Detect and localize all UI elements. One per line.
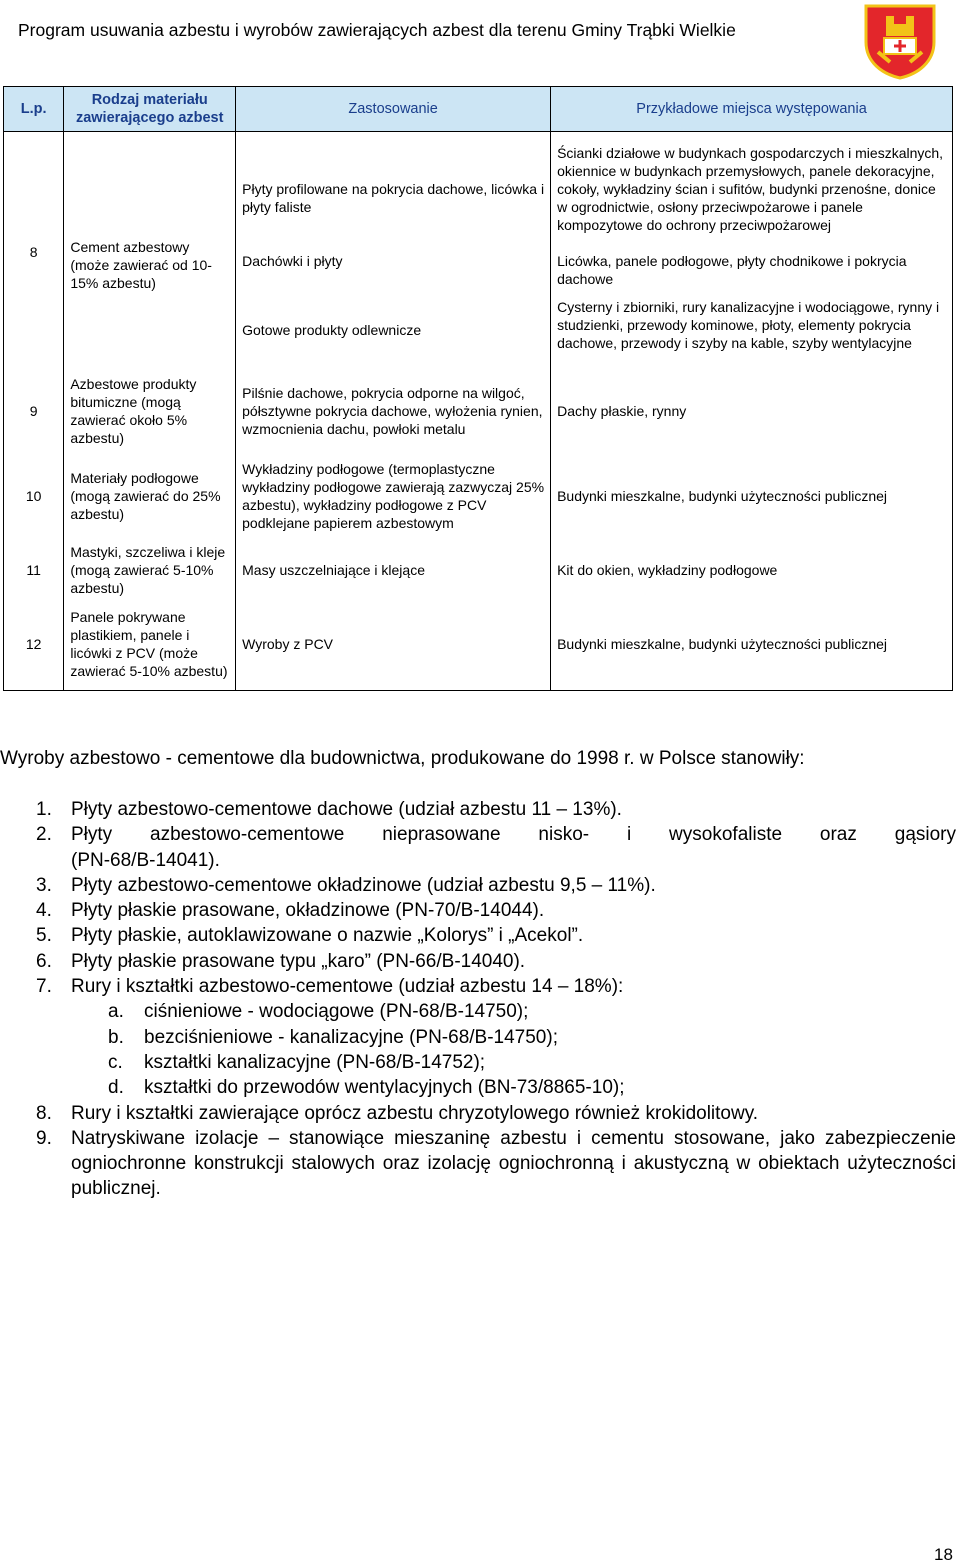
list-item (0, 822, 956, 873)
list-text: Rury i kształtki zawierające oprócz azbestu chryzotylowego również krokidolitowy. (71, 1102, 759, 1124)
row-usage (236, 132, 551, 289)
list-item (0, 873, 956, 898)
row-material: Panele pokrywane plastikiem, panele i licówki z PCV (może zawierać 5-10% azbestu) (64, 598, 236, 690)
usage-item: Dachówki i płyty (242, 253, 343, 269)
row-places: Kit do okien, wykładziny podłogowe (551, 542, 953, 598)
table-row (4, 132, 953, 289)
list-text: Płyty płaskie, autoklawizowane o nazwie „Kolorys” i „Acekol”. (71, 925, 584, 947)
row-places: Budynki mieszkalne, budynki użyteczności publicznej (551, 598, 953, 690)
row-lp: 10 (4, 450, 64, 542)
places-item: Ścianki działowe w budynkach gospodarczych i mieszkalnych, okiennice w budynkach przemysłowych, panele dekoracyjne, cokoły, wykładziny ścian i sufitów, budynki przenośne, donice w ogrodnictwie, osłony przeciwpożarowe i panele kompozytowe do ochrony przeciwpożarowej (557, 145, 944, 233)
product-list (0, 797, 956, 1202)
col-header-usage: Zastosowanie (236, 87, 551, 132)
list-text: Płyty azbestowo-cementowe dachowe (udział azbestu 11 – 13%). (71, 799, 622, 820)
col-header-lp: L.p. (4, 87, 64, 132)
row-usage: Masy uszczelniające i klejące (236, 542, 551, 598)
table-row (4, 450, 953, 542)
list-intro: Wyroby azbestowo - cementowe dla budownictwa, produkowane do 1998 r. w Polsce stanowiły: (0, 748, 805, 769)
places-item: Licówka, panele podłogowe, płyty chodnikowe i pokrycia dachowe (557, 253, 907, 287)
list-item (0, 1075, 956, 1100)
row-material: Azbestowe produkty bitumiczne (mogą zawierać około 5% azbestu) (64, 372, 236, 450)
row-places (551, 132, 953, 289)
list-number: b. (108, 1026, 124, 1048)
list-item (0, 1025, 956, 1050)
list-text: Płyty azbestowo-cementowe okładzinowe (udział azbestu 9,5 – 11%). (71, 874, 656, 896)
row-usage: Pilśnie dachowe, pokrycia odporne na wilgoć, półsztywne pokrycia dachowe, wyłożenia rynien, wzmocnienia dachu, powłoki metalu (236, 372, 551, 450)
list-number: 1. (36, 799, 52, 820)
list-text: (PN-68/B-14041). (71, 849, 220, 871)
row-places: Budynki mieszkalne, budynki użyteczności publicznej (551, 450, 953, 542)
row-lp: 12 (4, 598, 64, 690)
row-material: Cement azbestowy (może zawierać od 10-15% azbestu) (64, 132, 236, 373)
row-usage: Wykładziny podłogowe (termoplastyczne wykładziny podłogowe zawierają zazwyczaj 25% azbestu), wykładziny podłogowe z PCV podklejane papierem azbestowym (236, 450, 551, 542)
list-number: 7. (36, 976, 52, 998)
list-text: kształtki kanalizacyjne (PN-68/B-14752); (144, 1051, 486, 1073)
list-text: Płyty płaskie prasowane typu „karo” (PN-66/B-14040). (71, 950, 526, 972)
list-number: 6. (36, 950, 52, 972)
row-lp: 11 (4, 542, 64, 598)
list-text: bezciśnieniowe - kanalizacyjne (PN-68/B-14750); (144, 1026, 558, 1048)
usage-item: Płyty profilowane na pokrycia dachowe, licówka i płyty faliste (242, 181, 545, 215)
row-material: Mastyki, szczeliwa i kleje (mogą zawierać 5-10% azbestu) (64, 542, 236, 598)
list-item (0, 923, 956, 948)
list-item (0, 949, 956, 974)
list-text: ciśnieniowe - wodociągowe (PN-68/B-14750); (144, 1001, 529, 1023)
list-item (0, 999, 956, 1024)
list-text: Natryskiwane izolacje – stanowiące mieszaninę azbestu i cementu stosowane, jako zabezpieczenie ogniochronne konstrukcji stalowych oraz izolację ogniochronną i akustyczną w obiektach użyteczności publicznej. (71, 1127, 956, 1200)
row-places: Dachy płaskie, rynny (551, 372, 953, 450)
list-item (0, 797, 956, 822)
list-text: kształtki do przewodów wentylacyjnych (BN-73/8865-10); (144, 1077, 625, 1099)
table-row (4, 542, 953, 598)
list-number: d. (108, 1077, 124, 1099)
list-item (0, 974, 956, 1100)
list-number: 9. (36, 1127, 52, 1149)
list-item (0, 1126, 956, 1202)
list-item (0, 1050, 956, 1075)
page-number: 18 (934, 1545, 953, 1564)
list-text: Rury i kształtki azbestowo-cementowe (udział azbestu 14 – 18%): (71, 976, 624, 998)
list-number: 5. (36, 925, 52, 947)
list-item (0, 898, 956, 923)
list-item (0, 1101, 956, 1126)
list-number: a. (108, 1001, 124, 1023)
table-header-row (4, 87, 953, 132)
sub-list (0, 999, 956, 1100)
asbestos-table (3, 86, 953, 691)
table-row (4, 598, 953, 690)
row-usage: Gotowe produkty odlewnicze (236, 288, 551, 372)
list-number: c. (108, 1051, 123, 1073)
table-row (4, 372, 953, 450)
list-number: 2. (36, 824, 52, 846)
list-number: 4. (36, 900, 52, 922)
list-number: 8. (36, 1102, 52, 1124)
coat-of-arms-icon (860, 2, 940, 80)
col-header-material: Rodzaj materiału zawierającego azbest (64, 87, 236, 132)
list-text: Płyty azbestowo-cementowe nieprasowane nisko- i wysokofaliste oraz gąsiory (71, 824, 956, 846)
row-lp: 8 (4, 132, 64, 373)
list-text: Płyty płaskie prasowane, okładzinowe (PN-70/B-14044). (71, 900, 545, 922)
col-header-places: Przykładowe miejsca występowania (551, 87, 953, 132)
row-lp: 9 (4, 372, 64, 450)
page-header-title: Program usuwania azbestu i wyrobów zawierających azbest dla terenu Gminy Trąbki Wielkie (18, 20, 736, 40)
row-usage: Wyroby z PCV (236, 598, 551, 690)
list-number: 3. (36, 874, 52, 896)
row-places: Cysterny i zbiorniki, rury kanalizacyjne i wodociągowe, rynny i studzienki, przewody kominowe, płoty, elementy pokrycia dachowe, przewody i szyby na kable, szyby wentylacyjne (551, 288, 953, 372)
row-material: Materiały podłogowe (mogą zawierać do 25% azbestu) (64, 450, 236, 542)
